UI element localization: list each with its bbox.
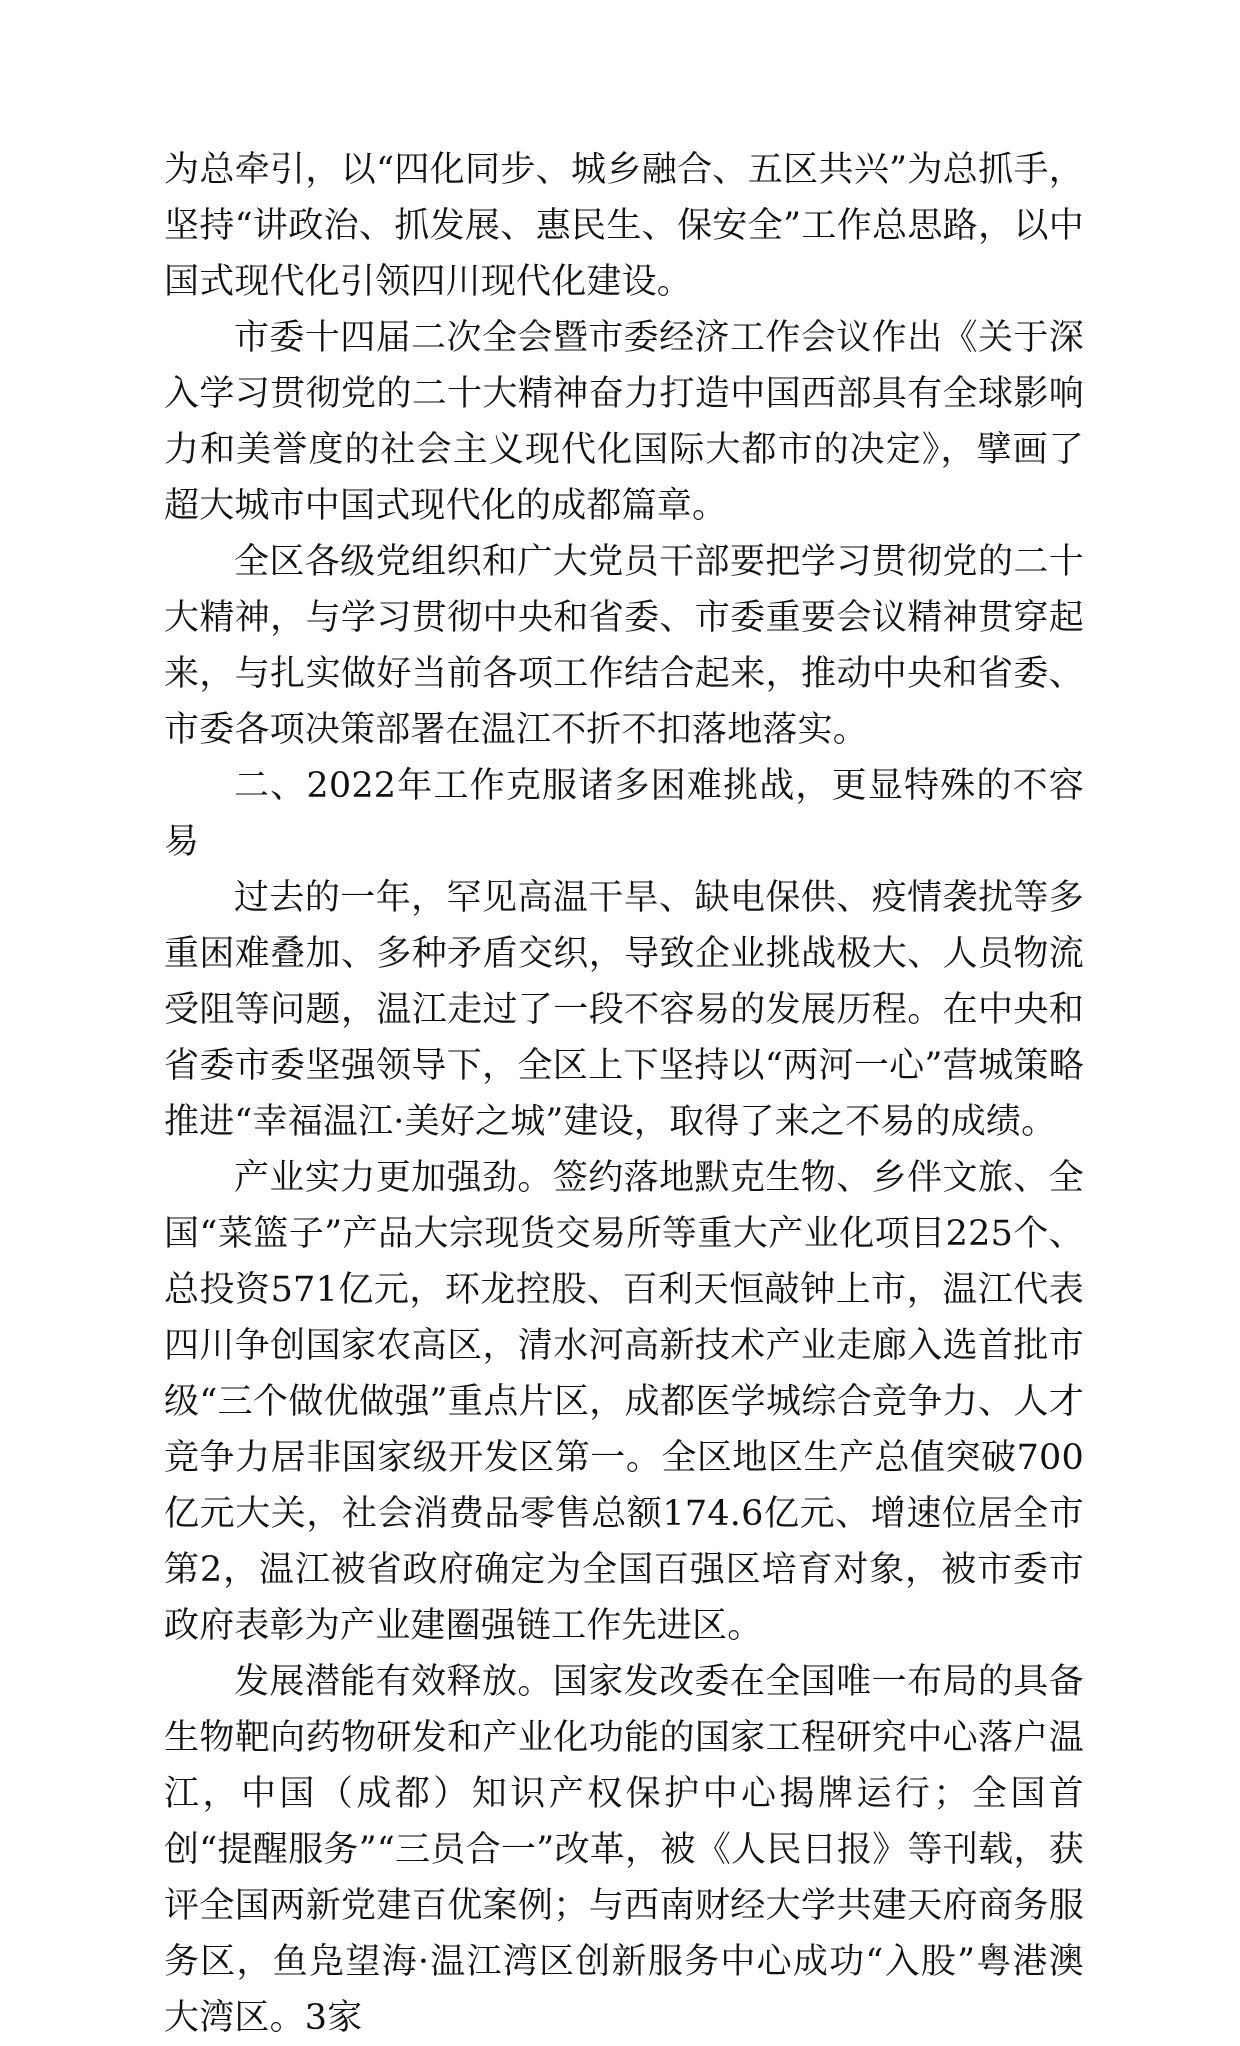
paragraph-4: 过去的一年，罕见高温干旱、缺电保供、疫情袭扰等多重困难叠加、多种矛盾交织，导致企业挑战极大、人员物流受阻等问题，温江走过了一段不容易的发展历程。在中央和省委市委坚强领导下，全区上下坚持以“两河一心”营城策略推进“幸福温江·美好之城”建设，取得了来之不易的成绩。 bbox=[164, 878, 1084, 1142]
paragraph-5: 产业实力更加强劲。签约落地默克生物、乡伴文旅、全国“菜篮子”产品大宗现货交易所等重大产业化项目225个、总投资571亿元，环龙控股、百利天恒敲钟上市，温江代表四川争创国家农高区，清水河高新技术产业走廊入选首批市级“三个做优做强”重点片区，成都医学城综合竞争力、人才竞争力居非国家级开发区第一。全区地区生产总值突破700亿元大关，社会消费品零售总额174.6亿元、增速位居全市第2，温江被省政府确定为全国百强区培育对象，被市委市政府表彰为产业建圈强链工作先进区。 bbox=[164, 1158, 1084, 1646]
paragraph-1: 为总牵引，以“四化同步、城乡融合、五区共兴”为总抓手，坚持“讲政治、抓发展、惠民生、保安全”工作总思路，以中国式现代化引领四川现代化建设。 bbox=[164, 150, 1084, 302]
document-page bbox=[164, 142, 1084, 2046]
paragraph-2: 市委十四届二次全会暨市委经济工作会议作出《关于深入学习贯彻党的二十大精神奋力打造中国西部具有全球影响力和美誉度的社会主义现代化国际大都市的决定》，擘画了超大城市中国式现代化的成都篇章。 bbox=[164, 318, 1084, 526]
section-heading: 二、2022年工作克服诸多困难挑战，更显特殊的不容易 bbox=[164, 766, 1084, 862]
paragraph-6: 发展潜能有效释放。国家发改委在全国唯一布局的具备生物靶向药物研发和产业化功能的国家工程研究中心落户温江，中国（成都）知识产权保护中心揭牌运行；全国首创“提醒服务”“三员合一”改革，被《人民日报》等刊载，获评全国两新党建百优案例；与西南财经大学共建天府商务服务区，鱼凫望海·温江湾区创新服务中心成功“入股”粤港澳大湾区。3家 bbox=[164, 1662, 1084, 2038]
paragraph-3: 全区各级党组织和广大党员干部要把学习贯彻党的二十大精神，与学习贯彻中央和省委、市委重要会议精神贯穿起来，与扎实做好当前各项工作结合起来，推动中央和省委、市委各项决策部署在温江不折不扣落地落实。 bbox=[164, 542, 1084, 750]
